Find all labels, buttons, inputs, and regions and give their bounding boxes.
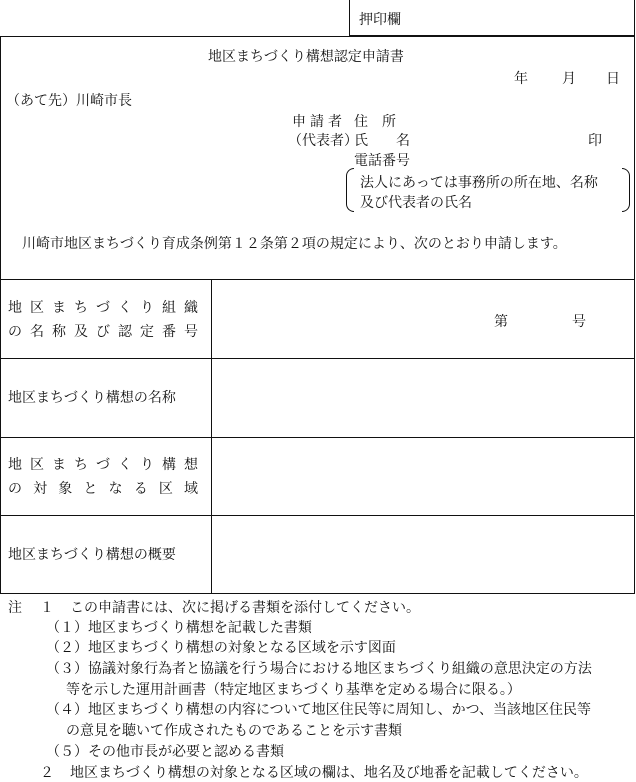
target-area-field[interactable]	[214, 440, 632, 513]
note-item: （２）地区まちづくり構想の対象となる区域を示す図面	[46, 640, 396, 656]
address-label: 住 所	[354, 114, 396, 130]
row-target-area-label	[8, 453, 198, 501]
note-2-number: ２	[40, 765, 54, 781]
addressee: （あて先）川崎市長	[6, 93, 132, 109]
date-year: 年	[514, 71, 528, 87]
row-concept-name-label: 地区まちづくり構想の名称	[8, 390, 176, 406]
cert-number-suffix: 号	[572, 314, 586, 330]
overview-field[interactable]	[214, 518, 632, 592]
note-item: （５）その他市長が必要と認める書類	[46, 744, 284, 760]
statement: 川崎市地区まちづくり育成条例第１２条第２項の規定により、次のとおり申請します。	[22, 236, 567, 252]
note-item: （３）協議対象行為者と協議を行う場合における地区まちづくり組織の意思決定の方法	[46, 661, 592, 677]
notes-prefix: 注	[8, 600, 22, 616]
row-target-area-line2: の 対 象 と な る 区 域	[8, 481, 198, 497]
date-month: 月	[562, 71, 576, 87]
note-1-text: この申請書には、次に掲げる書類を添付してください。	[70, 600, 420, 616]
applicant-label-sub: （代表者）	[288, 133, 358, 149]
note-item-continued: の意見を聴いて作成されたものであることを示す書類	[66, 723, 402, 739]
phone-label: 電話番号	[354, 153, 410, 169]
note-2-text: 地区まちづくり構想の対象となる区域の欄は、地名及び地番を記載してください。	[70, 765, 588, 781]
stamp-label: 押印欄	[359, 12, 401, 28]
seal-mark: 印	[588, 133, 602, 149]
note-1-number: １	[40, 600, 54, 616]
note-item: （４）地区まちづくり構想の内容について地区住民等に周知し、かつ、当該地区住民等	[46, 702, 592, 718]
row-overview-label: 地区まちづくり構想の概要	[8, 547, 176, 563]
form-title: 地区まちづくり構想認定申請書	[208, 49, 404, 65]
date-day: 日	[606, 71, 620, 87]
org-name-field[interactable]	[214, 282, 632, 356]
row-org-name-line1: 地 区 ま ち づ く り 組 織	[8, 300, 198, 316]
corporate-note-line1: 法人にあっては事務所の所在地、名称	[360, 175, 598, 191]
row-org-name-line2: の 名 称 及 び 認 定 番 号	[8, 324, 198, 340]
applicant-label: 申請者	[292, 114, 346, 130]
row-divider	[0, 515, 635, 516]
row-divider	[0, 437, 635, 438]
row-divider	[0, 358, 635, 359]
table-top-line	[0, 279, 635, 280]
note-item-continued: 等を示した運用計画書（特定地区まちづくり基準を定める場合に限る。）	[66, 682, 521, 698]
concept-name-field[interactable]	[214, 361, 632, 435]
cert-number-prefix: 第	[494, 314, 508, 330]
name-label: 氏 名	[354, 133, 410, 149]
row-org-name-label	[8, 296, 198, 344]
row-target-area-line1: 地 区 ま ち づ く り 構 想	[8, 457, 198, 473]
corporate-note-line2: 及び代表者の氏名	[360, 195, 472, 211]
note-item: （１）地区まちづくり構想を記載した書類	[46, 620, 312, 636]
